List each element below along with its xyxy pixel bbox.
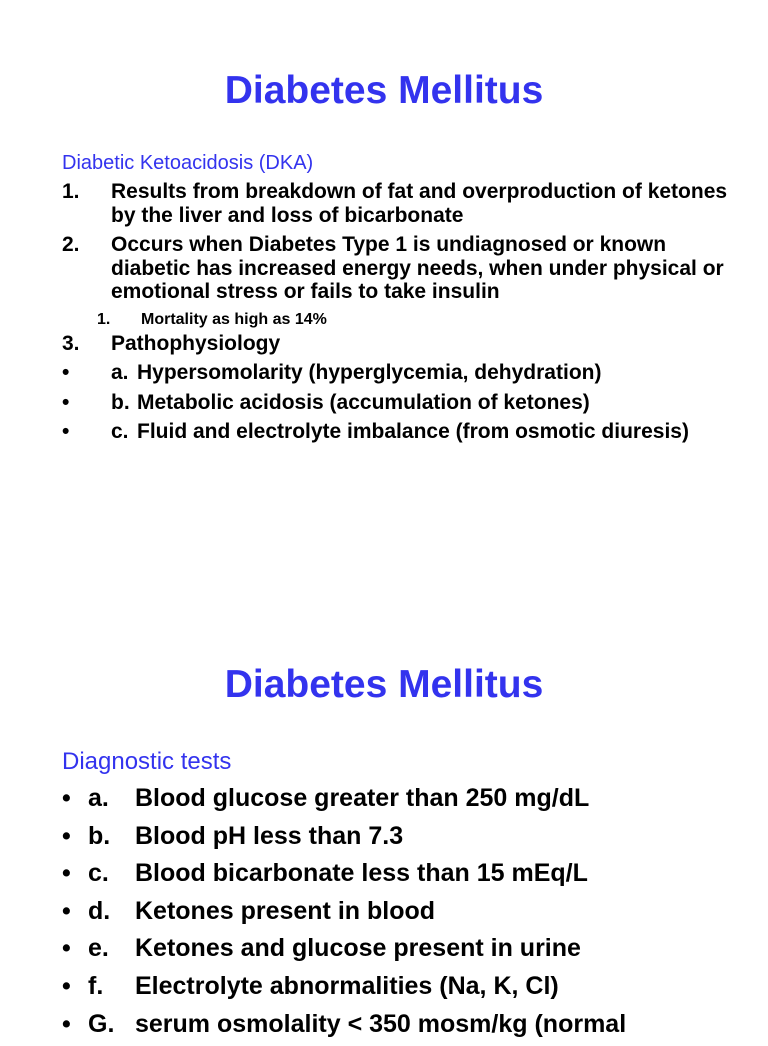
list-item-text: Occurs when Diabetes Type 1 is undiagnosed or known diabetic has increased energy needs, when under physical or emotional stress or fails to take insulin [111,233,724,303]
section-heading-dka: Diabetic Ketoacidosis (DKA) [62,152,314,174]
list-item-text: serum osmolality < 350 mosm/kg (normal [135,1009,627,1038]
bullet-icon: • [62,784,71,812]
list-item [0,933,768,963]
bullet-icon: • [62,361,70,384]
slide-title: Diabetes Mellitus [224,69,544,112]
bullet-icon: • [62,420,70,443]
list-letter: a. [111,361,129,384]
list-item [0,896,768,926]
list-item [0,391,768,415]
list-item-text: Ketones and glucose present in urine [135,934,581,963]
diagnostic-tests-list [0,783,768,1046]
list-item [0,858,768,888]
bullet-icon: • [62,859,71,888]
list-item-text: Results from breakdown of fat and overproduction of ketones by the liver and loss of bicarbonate [111,180,728,227]
list-letter: f. [88,971,104,1000]
section-heading-diagnostic-tests: Diagnostic tests [62,748,232,775]
list-item [0,783,768,813]
list-item-text: Electrolyte abnormalities (Na, K, Cl) [135,971,559,1000]
bullet-icon: • [62,390,70,414]
list-letter: e. [88,934,109,963]
list-item-text: Blood bicarbonate less than 15 mEq/L [135,859,588,888]
list-item [0,180,768,227]
list-letter: c. [88,859,109,888]
list-number: 1. [62,180,80,203]
list-item [0,332,768,356]
list-number: 2. [62,233,80,256]
bullet-icon: • [62,896,71,925]
list-item-text: Blood glucose greater than 250 mg/dL [135,784,590,812]
dka-list [0,180,768,444]
list-item-text: Mortality as high as 14% [141,310,327,328]
list-item-text: Fluid and electrolyte imbalance (from osmotic diuresis) [137,420,689,443]
list-item-text: Hypersomolarity (hyperglycemia, dehydration) [137,361,602,384]
list-item [0,821,768,851]
list-item-text: Pathophysiology [111,331,281,355]
list-letter: G. [88,1009,115,1038]
list-letter: d. [88,896,111,925]
bullet-icon: • [62,1009,71,1038]
list-item-text: Blood pH less than 7.3 [135,821,404,850]
list-item-text: Metabolic acidosis (accumulation of ketones) [137,390,590,414]
list-number: 1. [97,310,111,328]
list-item [0,361,768,385]
sub-list-item [0,310,768,330]
list-letter: a. [88,784,109,812]
list-item [0,971,768,1001]
bullet-icon: • [62,971,71,1000]
list-item [0,233,768,304]
list-item [0,420,768,444]
list-letter: c. [111,420,129,443]
bullet-icon: • [62,821,71,850]
list-letter: b. [88,821,111,850]
slide-diagnostic-tests [0,600,768,1038]
list-number: 3. [62,331,80,355]
list-item-text: Ketones present in blood [135,896,436,925]
list-letter: b. [111,390,130,414]
bullet-icon: • [62,934,71,963]
slide-title: Diabetes Mellitus [224,663,544,706]
